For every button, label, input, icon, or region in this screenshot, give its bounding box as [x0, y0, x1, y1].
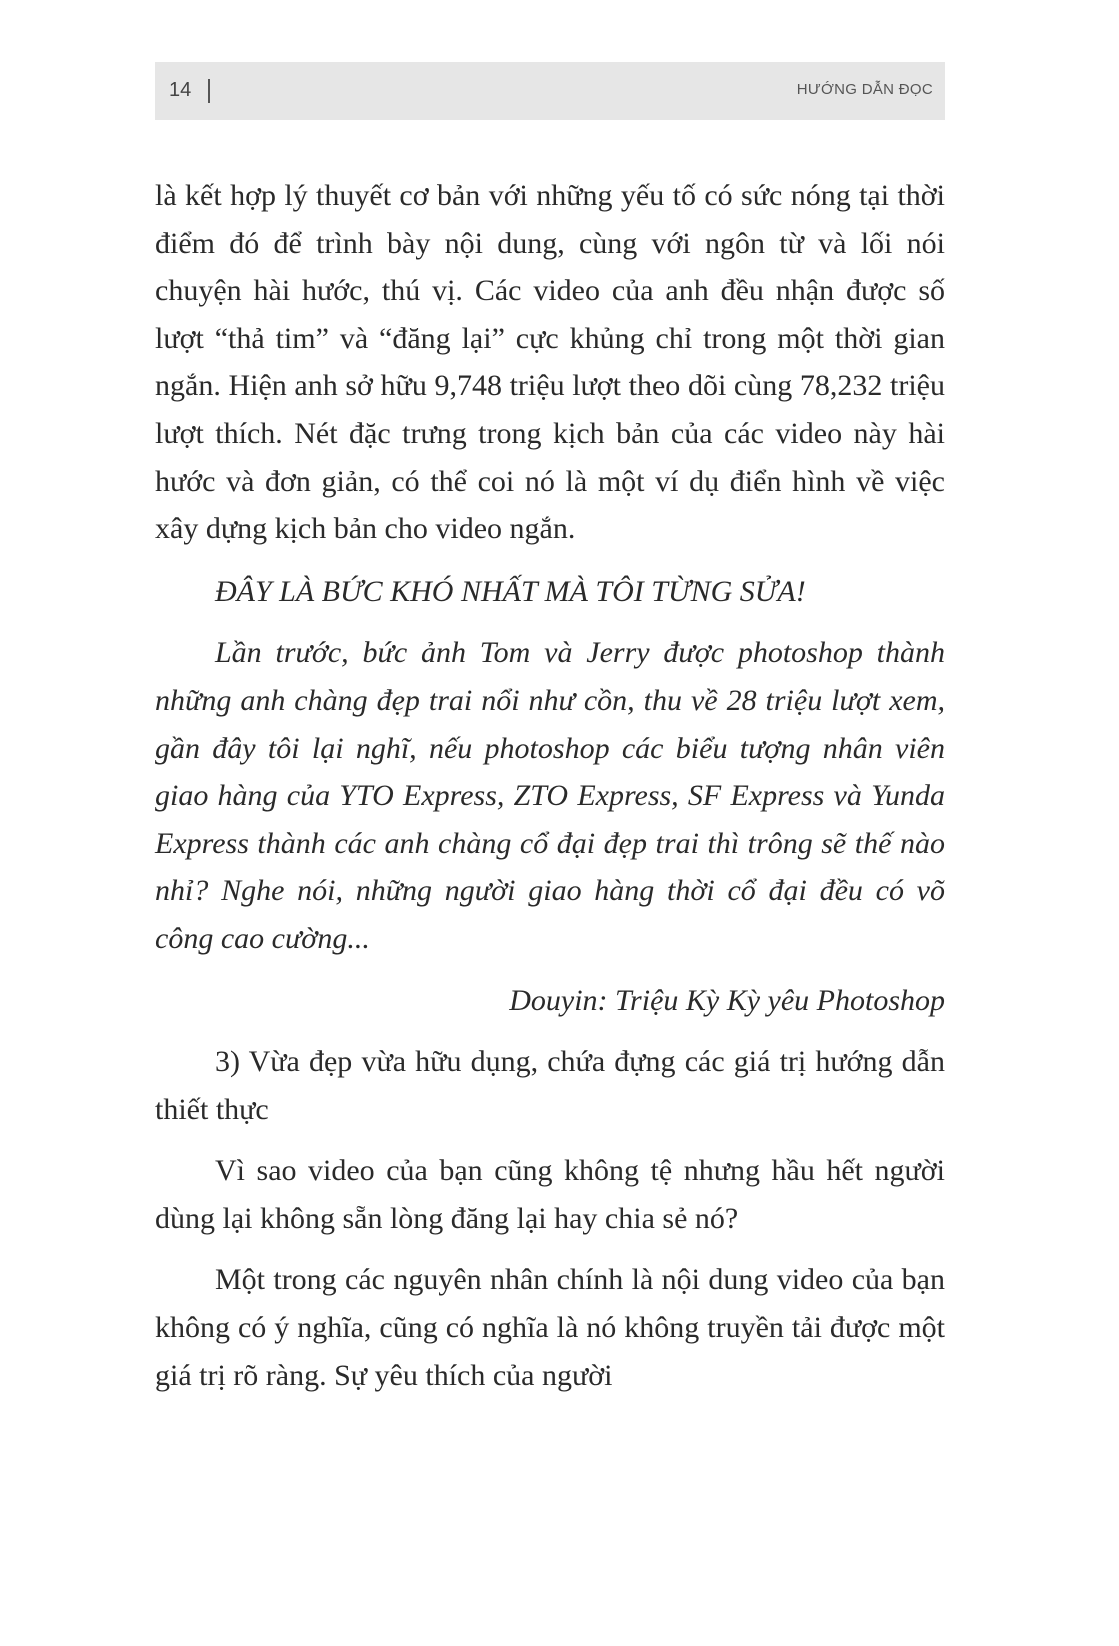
body-paragraph: là kết hợp lý thuyết cơ bản với những yếu tố có sức nóng tại thời điểm đó để trình bày nội dung, cùng với ngôn từ và lối nói chuyện hài hước, thú vị. Các video của anh đều nhận được số lượt “thả tim” và “đăng lại” cực khủng chỉ trong một thời gian ngắn. Hiện anh sở hữu 9,748 triệu lượt theo dõi cùng 78,232 triệu lượt thích. Nét đặc trưng trong kịch bản của các video này hài hước và đơn giản, có thể coi nó là một ví dụ điển hình về việc xây dựng kịch bản cho video ngắn.: [155, 179, 945, 546]
header-divider: [208, 79, 210, 103]
body-paragraph: Vì sao video của bạn cũng không tệ nhưng hầu hết người dùng lại không sẵn lòng đăng lại hay chia sẻ nó?: [155, 1154, 945, 1235]
quote-source: Douyin: Triệu Kỳ Kỳ yêu Photoshop: [509, 983, 945, 1017]
quote-title: ĐÂY LÀ BỨC KHÓ NHẤT MÀ TÔI TỪNG SỬA!: [215, 574, 806, 608]
section-title: HƯỚNG DẪN ĐỌC: [796, 81, 933, 98]
body-paragraph: Một trong các nguyên nhân chính là nội dung video của bạn không có ý nghĩa, cũng có nghĩa là nó không truyền tải được một giá trị rõ ràng. Sự yêu thích của người: [155, 1263, 945, 1392]
page-number: 14: [169, 79, 192, 101]
quote-body: Lần trước, bức ảnh Tom và Jerry được photoshop thành những anh chàng đẹp trai nổi như cồn, thu về 28 triệu lượt xem, gần đây tôi lại nghĩ, nếu photoshop các biểu tượng nhân viên giao hàng của YTO Express, ZTO Express, SF Express và Yunda Express thành các anh chàng cổ đại đẹp trai thì trông sẽ thế nào nhỉ? Nghe nói, những người giao hàng thời cổ đại đều có võ công cao cường...: [155, 636, 945, 955]
page-body: [155, 172, 945, 1399]
running-header: [155, 62, 945, 120]
body-paragraph: 3) Vừa đẹp vừa hữu dụng, chứa đựng các giá trị hướng dẫn thiết thực: [155, 1045, 945, 1126]
